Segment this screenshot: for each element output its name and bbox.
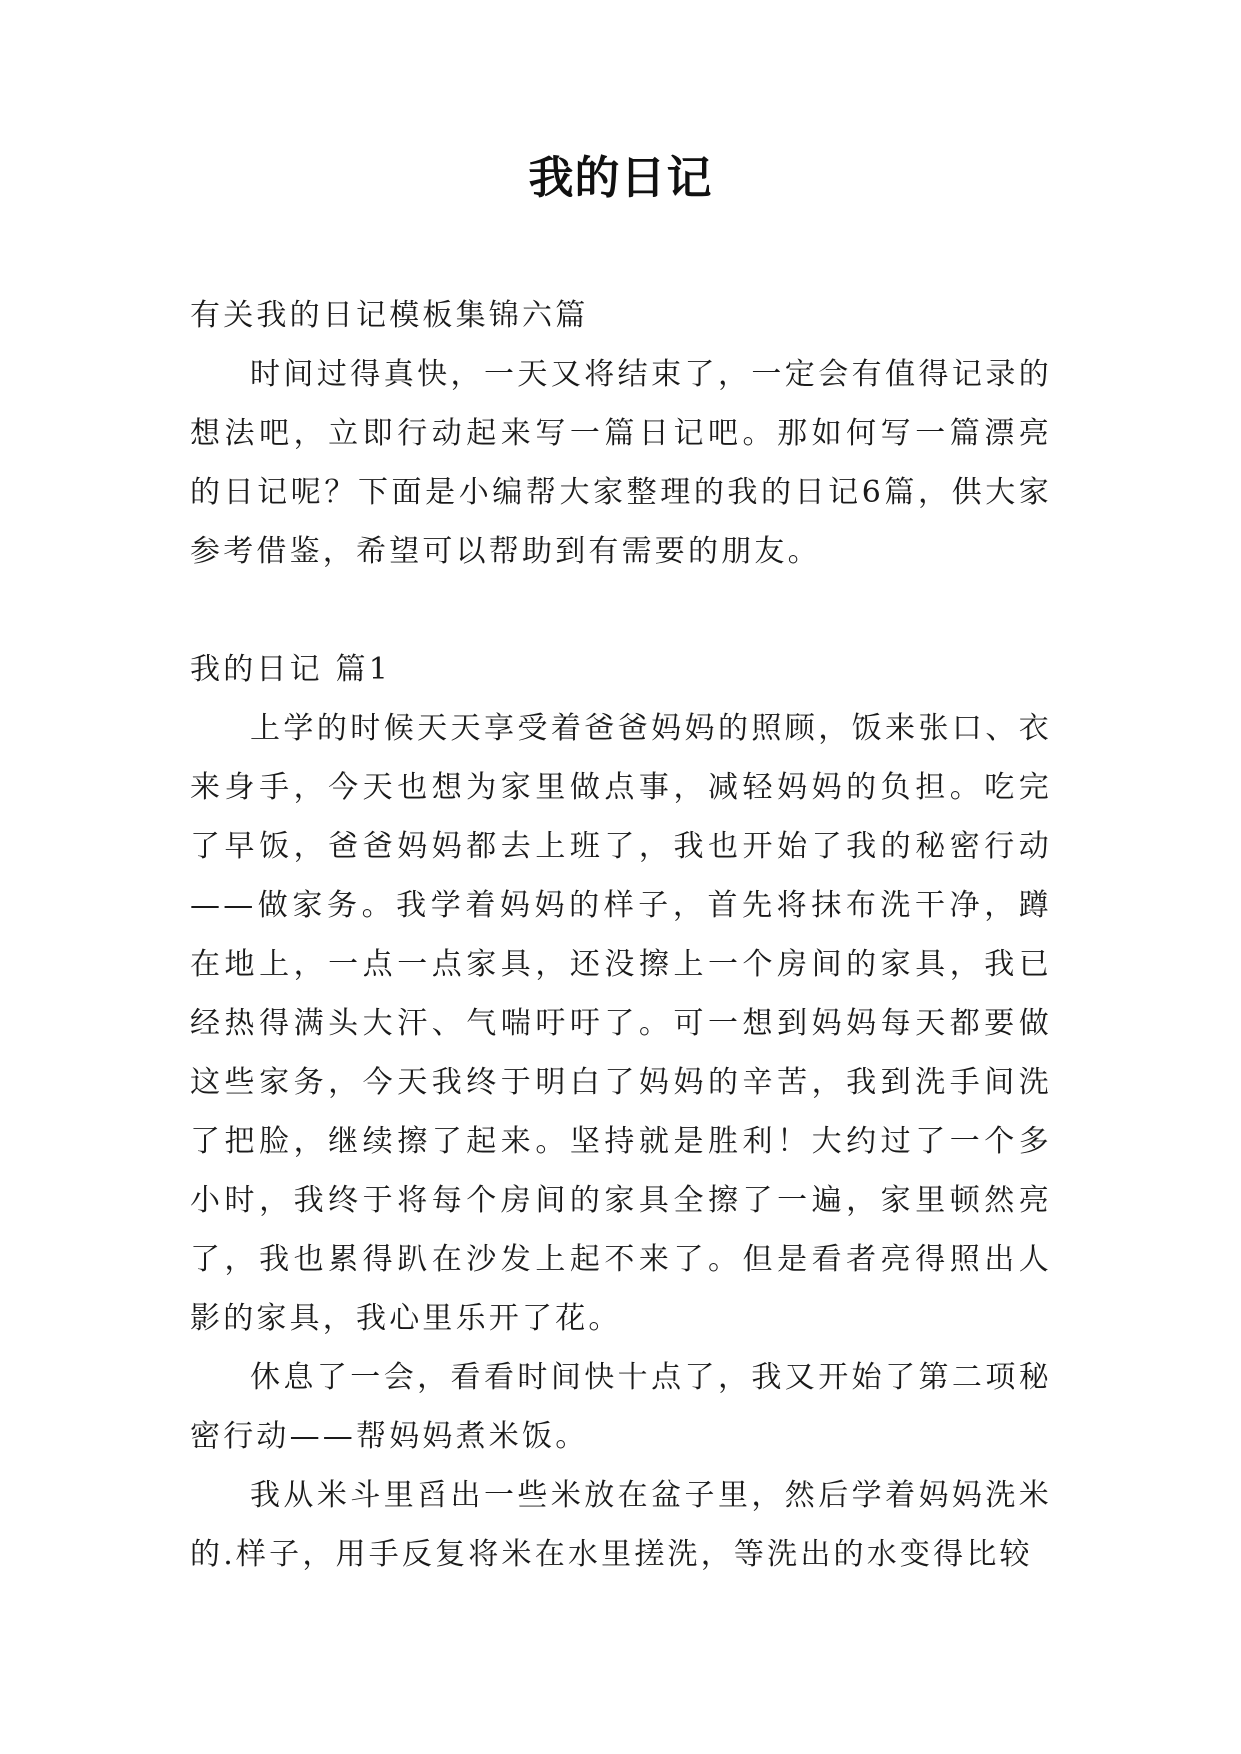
section-heading: 我的日记 篇1: [190, 652, 392, 687]
body-paragraph: 上学的时候天天享受着爸爸妈妈的照顾，饭来张口、衣来身手，今天也想为家里做点事，减轻妈妈的负担。吃完了早饭，爸爸妈妈都去上班了，我也开始了我的秘密行动——做家务。我学着妈妈的样子，首先将抹布洗干净，蹲在地上，一点一点家具，还没擦上一个房间的家具，我已经热得满头大汗、气喘吁吁了。可一想到妈妈每天都要做这些家务，今天我终于明白了妈妈的辛苦，我到洗手间洗了把脸，继续擦了起来。坚持就是胜利！大约过了一个多小时，我终于将每个房间的家具全擦了一遍，家里顿然亮了，我也累得趴在沙发上起不来了。但是看者亮得照出人影的家具，我心里乐开了花。: [190, 711, 1052, 1336]
spacer: [190, 581, 1052, 640]
document-subtitle: 有关我的日记模板集锦六篇: [190, 298, 589, 333]
page-title: 我的日记: [528, 151, 713, 204]
intro-paragraph: 时间过得真快，一天又将结束了，一定会有值得记录的想法吧，立即行动起来写一篇日记吧。那如何写一篇漂亮的日记呢？下面是小编帮大家整理的我的日记6篇，供大家参考借鉴，希望可以帮助到有需要的朋友。: [190, 357, 1052, 569]
body-paragraph: 休息了一会，看看时间快十点了，我又开始了第二项秘密行动——帮妈妈煮米饭。: [190, 1360, 1052, 1454]
document-body: [190, 286, 1052, 1584]
body-paragraph: 我从米斗里舀出一些米放在盆子里，然后学着妈妈洗米的.样子，用手反复将米在水里搓洗，等洗出的水变得比较: [190, 1478, 1052, 1572]
